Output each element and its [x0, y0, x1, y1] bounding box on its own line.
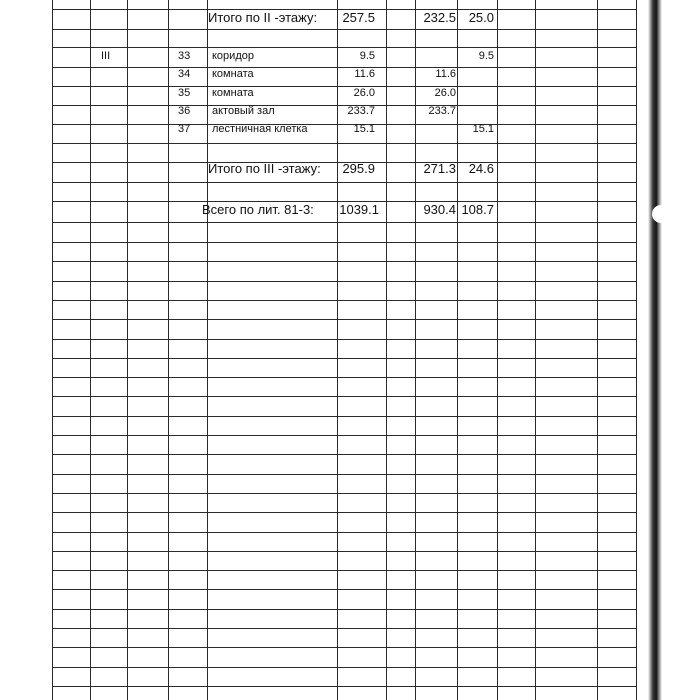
floor-number-cell: III — [101, 50, 111, 62]
table-row-line — [52, 551, 636, 552]
room-name-cell: актовый зал — [212, 105, 275, 117]
table-row-line — [52, 143, 636, 144]
table-row-line — [52, 647, 636, 648]
main-area-cell: 930.4 — [423, 202, 456, 217]
table-row-line — [52, 182, 636, 183]
room-name-cell: коридор — [212, 50, 254, 62]
table-column-line — [636, 0, 637, 700]
table-row-line — [52, 667, 636, 668]
table-row-line — [52, 319, 636, 320]
table-row-line — [52, 261, 636, 262]
table-row-line — [52, 474, 636, 475]
table-row-line — [52, 29, 636, 30]
table-row-line — [52, 300, 636, 301]
main-area-cell: 232.5 — [423, 10, 456, 25]
scan-edge-shadow — [648, 0, 662, 700]
room-name-cell: лестничная клетка — [212, 123, 308, 135]
room-number-cell: 37 — [178, 123, 191, 135]
table-row-line — [52, 222, 636, 223]
total-label-cell: Всего по лит. 81-3: — [202, 202, 314, 217]
table-row-line — [52, 512, 636, 513]
aux-area-cell: 108.7 — [461, 202, 494, 217]
aux-area-cell: 9.5 — [478, 50, 494, 62]
aux-area-cell: 25.0 — [468, 10, 494, 25]
main-area-cell: 11.6 — [435, 68, 456, 80]
table-row-line — [52, 358, 636, 359]
table-row-line — [52, 416, 636, 417]
total-area-cell: 1039.1 — [339, 202, 379, 217]
room-name-cell: комната — [212, 87, 254, 99]
total-area-cell: 257.5 — [342, 10, 375, 25]
room-name-cell: комната — [212, 68, 254, 80]
table-row-line — [52, 686, 636, 687]
total-area-cell: 295.9 — [342, 161, 375, 176]
total-area-cell: 15.1 — [353, 123, 375, 135]
room-number-cell: 36 — [178, 105, 191, 117]
room-number-cell: 35 — [178, 87, 191, 99]
table-row-line — [52, 281, 636, 282]
table-row-line — [52, 570, 636, 571]
room-number-cell: 33 — [178, 50, 191, 62]
table-row-line — [52, 242, 636, 243]
table-row-line — [52, 86, 636, 87]
table-row-line — [52, 589, 636, 590]
main-area-cell: 26.0 — [434, 87, 456, 99]
total-area-cell: 9.5 — [359, 50, 375, 62]
main-area-cell: 271.3 — [423, 161, 456, 176]
table-row-line — [52, 339, 636, 340]
table-row-line — [52, 377, 636, 378]
table-row-line — [52, 47, 636, 48]
table-row-line — [52, 67, 636, 68]
punch-hole — [652, 205, 670, 223]
total-label-cell: Итого по III -этажу: — [208, 161, 321, 176]
aux-area-cell: 24.6 — [468, 161, 494, 176]
total-label-cell: Итого по II -этажу: — [208, 10, 318, 25]
main-area-cell: 233.7 — [428, 105, 456, 117]
table-row-line — [52, 609, 636, 610]
total-area-cell: 233.7 — [347, 105, 375, 117]
total-area-cell: 11.6 — [354, 68, 375, 80]
aux-area-cell: 15.1 — [472, 123, 494, 135]
table-row-line — [52, 628, 636, 629]
room-number-cell: 34 — [178, 68, 191, 80]
table-row-line — [52, 493, 636, 494]
table-row-line — [52, 532, 636, 533]
table-row-line — [52, 435, 636, 436]
table-row-line — [52, 454, 636, 455]
table-row-line — [52, 396, 636, 397]
total-area-cell: 26.0 — [353, 87, 375, 99]
